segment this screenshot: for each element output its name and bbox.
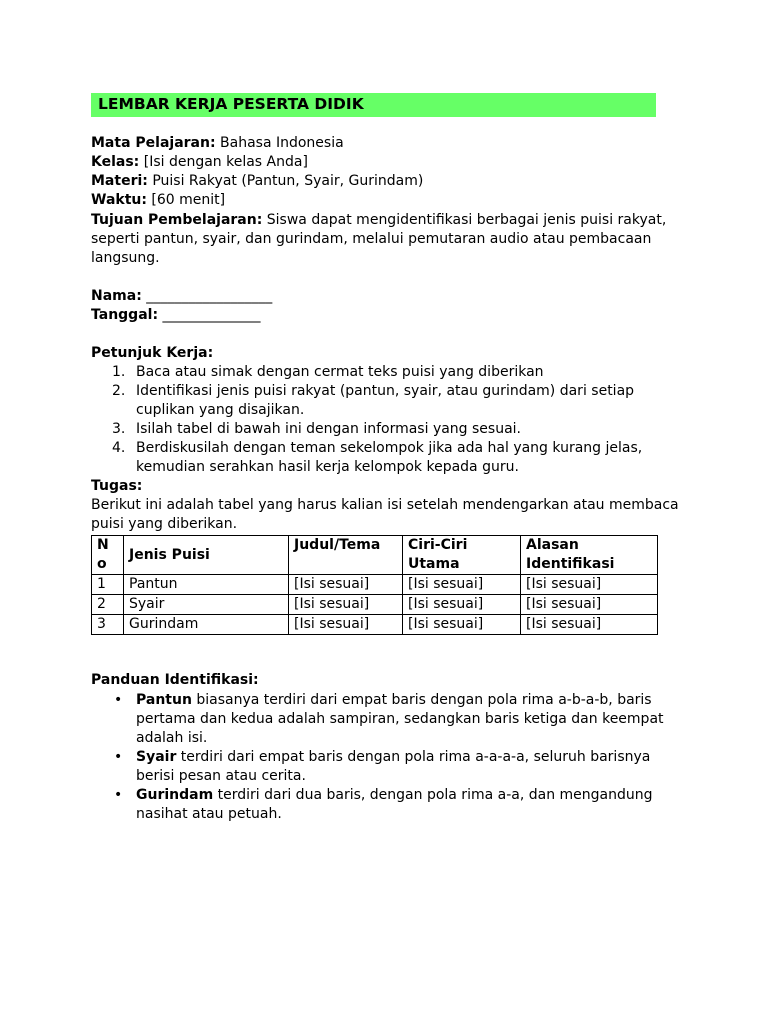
- waktu-label: Waktu:: [91, 192, 147, 208]
- table-cell: 2: [92, 595, 124, 615]
- kelas-value: [Isi dengan kelas Anda]: [143, 154, 308, 170]
- mapel-value: Bahasa Indonesia: [220, 135, 344, 151]
- tujuan-line-2: seperti pantun, syair, dan gurindam, melalui pemutaran audio atau pembacaan: [91, 231, 652, 247]
- tujuan-label: Tujuan Pembelajaran:: [91, 212, 263, 228]
- guide-text: pertama dan kedua adalah sampiran, sedangkan baris ketiga dan keempat: [136, 711, 664, 727]
- table-cell: 1: [92, 575, 124, 595]
- table-row: [92, 615, 658, 635]
- col-header-alasan: Alasan Identifikasi: [521, 536, 658, 575]
- materi-value: Puisi Rakyat (Pantun, Syair, Gurindam): [152, 173, 424, 189]
- guide-term: Gurindam: [136, 787, 214, 803]
- kelas-label: Kelas:: [91, 154, 140, 170]
- instruction-text: cuplikan yang disajikan.: [136, 402, 305, 418]
- tanggal-blank[interactable]: ______________: [162, 307, 261, 323]
- info-materi: [91, 172, 423, 191]
- tujuan-line-3: langsung.: [91, 250, 160, 266]
- guide-text: terdiri dari dua baris, dengan pola rima a-a, dan mengandung: [213, 787, 653, 803]
- bullet-icon: •: [114, 787, 123, 803]
- task-heading: Tugas:: [91, 478, 143, 494]
- tujuan-line-1: Siswa dapat mengidentifikasi berbagai jenis puisi rakyat,: [266, 212, 667, 228]
- guide-text: nasihat atau petuah.: [136, 806, 282, 822]
- instruction-number: 1.: [112, 364, 126, 380]
- guide-text: adalah isi.: [136, 730, 208, 746]
- guide-heading: Panduan Identifikasi:: [91, 672, 259, 688]
- info-kelas: [91, 153, 308, 172]
- guide-term: Pantun: [136, 692, 192, 708]
- instruction-number: 2.: [112, 383, 126, 399]
- table-cell[interactable]: [Isi sesuai]: [403, 595, 521, 615]
- bullet-icon: •: [114, 749, 123, 765]
- table-cell: Gurindam: [124, 615, 289, 635]
- table-cell[interactable]: [Isi sesuai]: [521, 615, 658, 635]
- guide-text: berisi pesan atau cerita.: [136, 768, 306, 784]
- guide-text: terdiri dari empat baris dengan pola rima a-a-a-a, seluruh barisnya: [176, 749, 651, 765]
- table-cell[interactable]: [Isi sesuai]: [521, 595, 658, 615]
- table-cell: Syair: [124, 595, 289, 615]
- table-row: [92, 575, 658, 595]
- worksheet-table: [91, 535, 658, 635]
- table-cell[interactable]: [Isi sesuai]: [403, 575, 521, 595]
- table-cell[interactable]: [Isi sesuai]: [289, 575, 403, 595]
- task-text-1: Berikut ini adalah tabel yang harus kalian isi setelah mendengarkan atau membaca: [91, 497, 679, 513]
- instructions-heading: Petunjuk Kerja:: [91, 345, 214, 361]
- task-text-2: puisi yang diberikan.: [91, 516, 238, 532]
- table-cell[interactable]: [Isi sesuai]: [403, 615, 521, 635]
- table-cell[interactable]: [Isi sesuai]: [289, 615, 403, 635]
- instruction-number: 4.: [112, 440, 126, 456]
- guide-item-syair: [136, 748, 650, 767]
- guide-term: Syair: [136, 749, 177, 765]
- guide-item-pantun: [136, 691, 652, 710]
- materi-label: Materi:: [91, 173, 148, 189]
- nama-blank[interactable]: __________________: [146, 288, 273, 304]
- nama-label: Nama:: [91, 288, 142, 304]
- instruction-text: Berdiskusilah dengan teman sekelompok jika ada hal yang kurang jelas,: [136, 440, 643, 456]
- instruction-text: kemudian serahkan hasil kerja kelompok kepada guru.: [136, 459, 519, 475]
- instruction-number: 3.: [112, 421, 126, 437]
- waktu-value: [60 menit]: [151, 192, 226, 208]
- info-waktu: [91, 191, 225, 210]
- table-cell[interactable]: [Isi sesuai]: [521, 575, 658, 595]
- bullet-icon: •: [114, 692, 123, 708]
- nama-field[interactable]: [91, 287, 272, 306]
- mapel-label: Mata Pelajaran:: [91, 135, 216, 151]
- col-header-judul: Judul/Tema: [289, 536, 403, 575]
- col-header-no: No: [92, 536, 124, 575]
- info-tujuan: [91, 211, 666, 230]
- guide-text: biasanya terdiri dari empat baris dengan pola rima a-b-a-b, baris: [191, 692, 652, 708]
- instruction-text: Baca atau simak dengan cermat teks puisi yang diberikan: [136, 364, 544, 380]
- guide-item-gurindam: [136, 786, 653, 805]
- table-row: [92, 595, 658, 615]
- table-cell: 3: [92, 615, 124, 635]
- tanggal-label: Tanggal:: [91, 307, 159, 323]
- col-header-ciri: Ciri-Ciri Utama: [403, 536, 521, 575]
- instruction-text: Isilah tabel di bawah ini dengan informasi yang sesuai.: [136, 421, 522, 437]
- table-cell: Pantun: [124, 575, 289, 595]
- tanggal-field[interactable]: [91, 306, 261, 325]
- info-mapel: [91, 134, 344, 153]
- worksheet-title: LEMBAR KERJA PESERTA DIDIK: [91, 93, 656, 117]
- table-cell[interactable]: [Isi sesuai]: [289, 595, 403, 615]
- instruction-text: Identifikasi jenis puisi rakyat (pantun, syair, atau gurindam) dari setiap: [136, 383, 635, 399]
- table-header-row: [92, 536, 658, 575]
- col-header-jenis: Jenis Puisi: [124, 536, 289, 575]
